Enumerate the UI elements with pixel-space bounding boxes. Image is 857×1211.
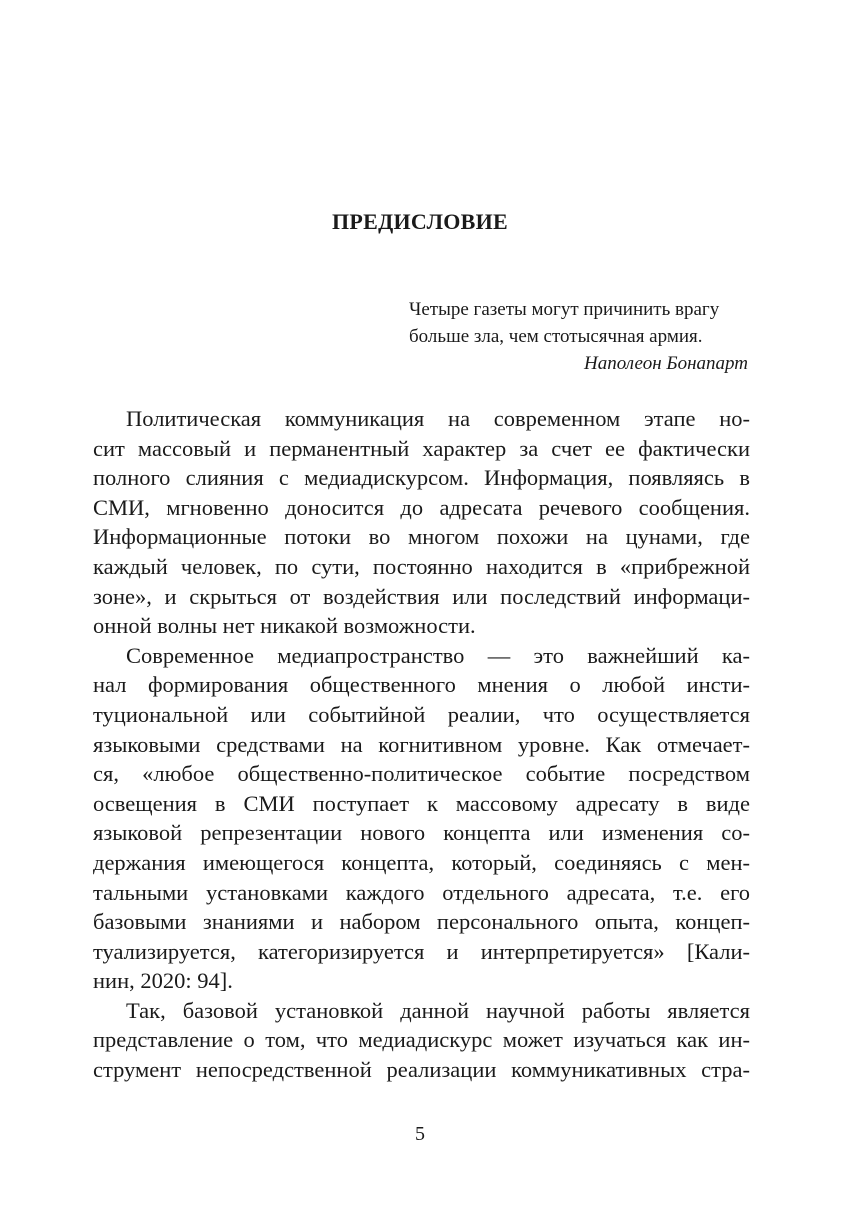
text-line: тальными установками каждого отдельного адресата, т.е. его xyxy=(93,879,750,905)
text-line: Современное медиапространство — это важнейший ка- xyxy=(126,642,750,668)
text-line: держания имеющегося концепта, который, соединяясь с мен- xyxy=(93,849,750,875)
text-line: полного слияния с медиадискурсом. Информация, появляясь в xyxy=(93,465,750,491)
text-line: Информационные потоки во многом похожи на цунами, где xyxy=(93,524,750,550)
paragraph xyxy=(93,641,750,996)
text-line: струмент непосредственной реализации коммуникативных стра- xyxy=(93,1057,750,1083)
epigraph-author: Наполеон Бонапарт xyxy=(584,353,748,374)
epigraph xyxy=(409,296,754,377)
text-line: зоне», и скрыться от воздействия или последствий информаци- xyxy=(93,583,750,609)
text-line: Так, базовой установкой данной научной работы является xyxy=(126,997,750,1023)
text-line: Политическая коммуникация на современном этапе но- xyxy=(126,406,750,431)
text-line: языковой репрезентации нового концепта или изменения со- xyxy=(93,820,750,846)
paragraph xyxy=(93,996,750,1085)
text-line: туализируется, категоризируется и интерпретируется» [Кали- xyxy=(93,938,750,964)
text-line: онной волны нет никакой возможности. xyxy=(93,613,476,639)
epigraph-line: больше зла, чем стотысячная армия. xyxy=(409,326,703,347)
text-line: языковыми средствами на когнитивном уровне. Как отмечает- xyxy=(93,731,750,757)
page-number: 5 xyxy=(415,1123,425,1145)
text-line: СМИ, мгновенно доносится до адресата речевого сообщения. xyxy=(93,494,750,520)
text-line: нал формирования общественного мнения о любой инсти- xyxy=(93,672,750,698)
text-line: туциональной или событийной реалии, что осуществляется xyxy=(93,701,750,727)
page-title: ПРЕДИСЛОВИЕ xyxy=(331,209,509,234)
text-line: нин, 2020: 94]. xyxy=(93,968,233,994)
text-line: каждый человек, по сути, постоянно находится в «прибрежной xyxy=(93,553,750,579)
text-line: ся, «любое общественно-политическое событие посредством xyxy=(93,761,750,787)
paragraph xyxy=(93,404,750,641)
text-line: базовыми знаниями и набором персонального опыта, концеп- xyxy=(93,909,750,935)
text-line: сит массовый и перманентный характер за счет ее фактически xyxy=(93,435,750,461)
text-line: освещения в СМИ поступает к массовому адресату в виде xyxy=(93,790,750,816)
epigraph-line: Четыре газеты могут причинить врагу xyxy=(409,299,720,320)
text-line: представление о том, что медиадискурс может изучаться как ин- xyxy=(93,1027,750,1053)
body-text xyxy=(93,404,750,1085)
